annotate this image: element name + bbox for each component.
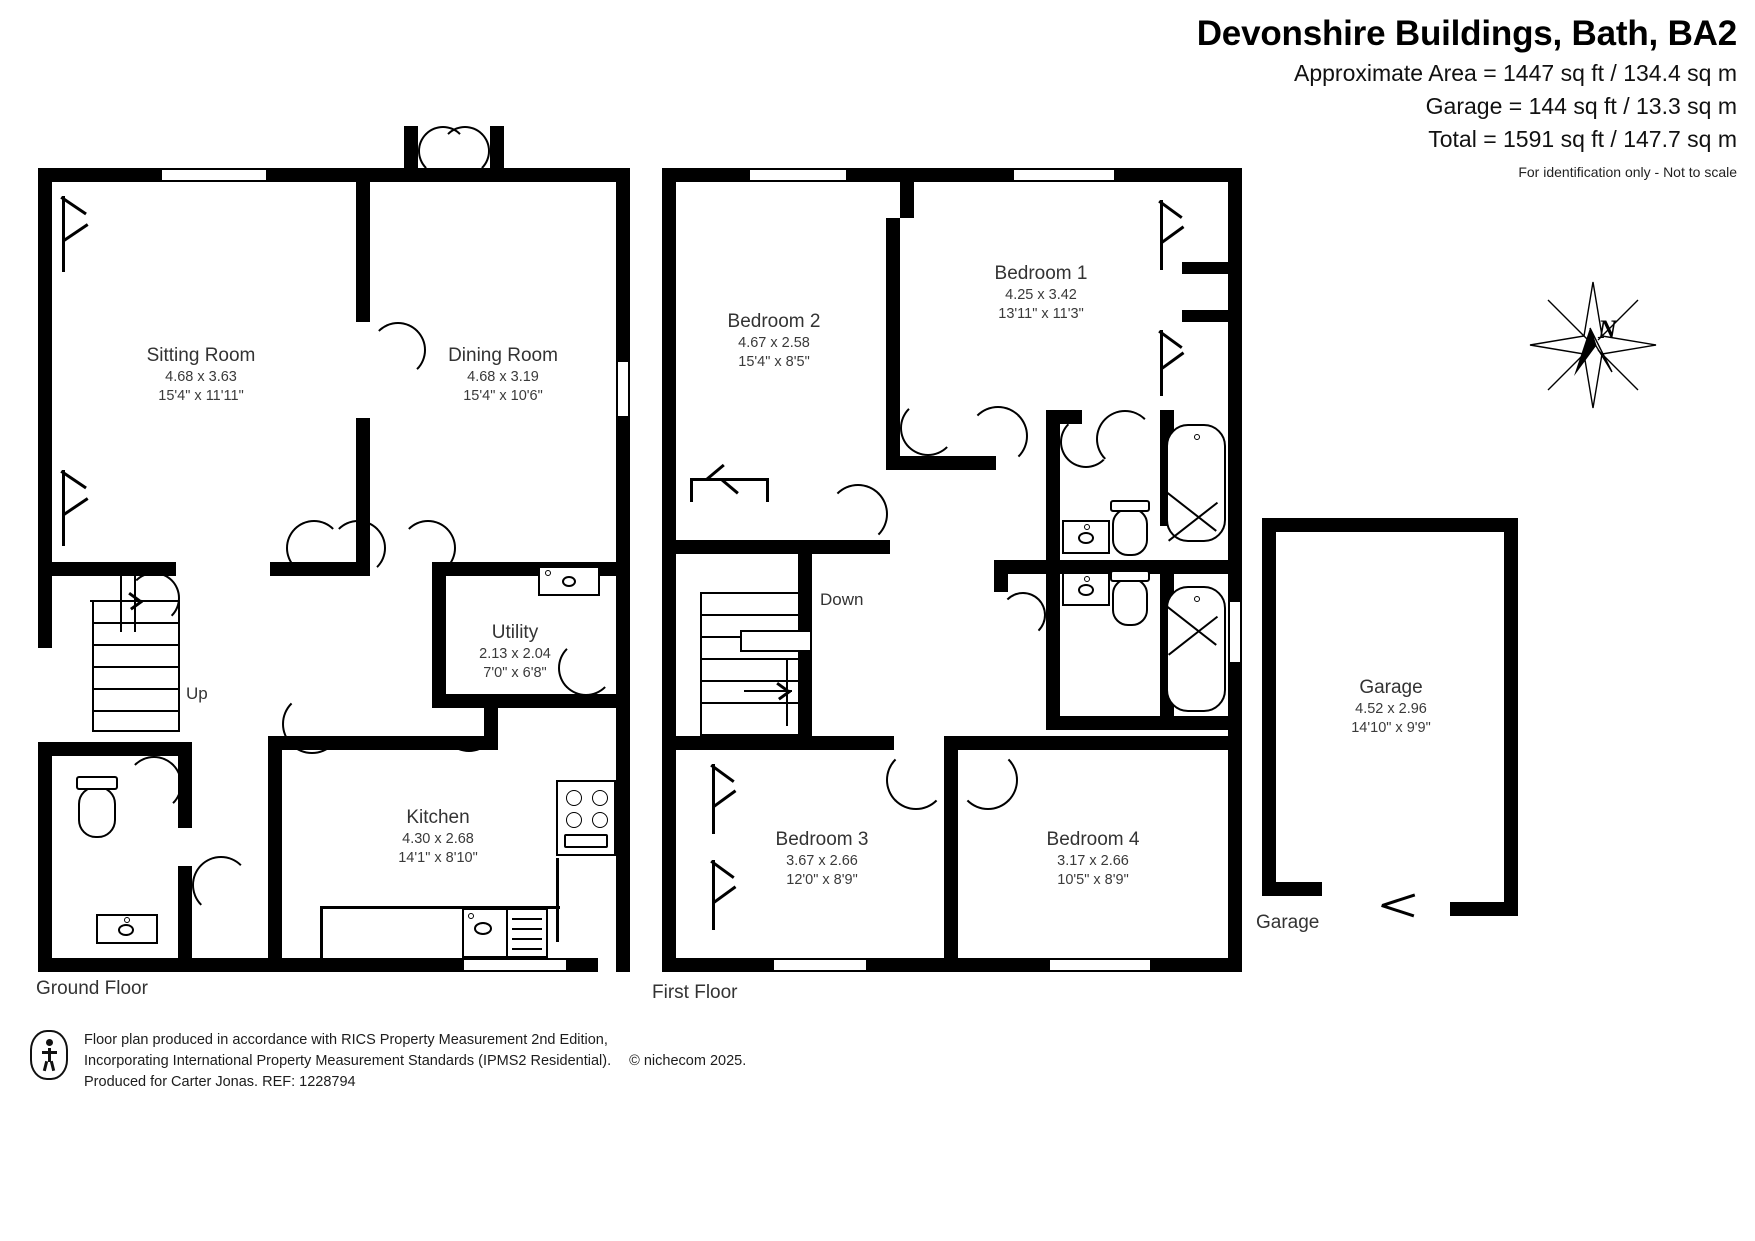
wall-left-mid xyxy=(38,570,52,648)
drainer-line xyxy=(512,918,542,920)
window-sitting-top xyxy=(160,168,268,182)
wall-bath-left-stub xyxy=(994,560,1008,592)
stair-rail-ff-2 xyxy=(800,660,802,726)
toilet-upper-cistern xyxy=(1110,500,1150,512)
footer-copyright: © nichecom 2025. xyxy=(629,1053,747,1070)
wall-bed1-nook-2 xyxy=(1182,310,1228,322)
stair-void xyxy=(740,630,812,652)
bed3-nook-4 xyxy=(712,860,715,930)
wall-wc-right-lower xyxy=(178,866,192,972)
wall-right xyxy=(616,168,630,972)
stair-tread xyxy=(700,658,812,660)
window-ff-right xyxy=(1228,600,1242,664)
room-label-dining: Dining Room 4.68 x 3.19 15'4" x 10'6" xyxy=(448,345,558,404)
footer-line-2-wrap xyxy=(84,1051,746,1072)
basin-upper-tap xyxy=(1084,524,1090,530)
drainer-line xyxy=(512,938,542,940)
footer xyxy=(30,1030,746,1093)
sink-tap xyxy=(468,913,474,919)
stair-tread xyxy=(92,688,180,690)
wall-garage-bottom-right xyxy=(1450,902,1518,916)
door-arc-landing-a xyxy=(968,406,1028,466)
wall-bath-left-upper xyxy=(1046,410,1060,570)
room-label-bed2: Bedroom 2 4.67 x 2.58 15'4" x 8'5" xyxy=(727,311,821,370)
wall-landing-top-left xyxy=(676,540,812,554)
stairs-down-label: Down xyxy=(820,590,864,609)
door-arc-bed2 xyxy=(900,400,956,456)
window-kitchen-bottom xyxy=(462,958,568,972)
bay-left-1 xyxy=(62,196,65,272)
bay-left-6 xyxy=(62,497,89,516)
door-arc-kitchen-right xyxy=(440,694,498,752)
basin-lower-bowl xyxy=(1078,584,1094,596)
door-arc-hall-lower xyxy=(192,856,250,914)
stair-tread xyxy=(700,680,812,682)
page-title: Devonshire Buildings, Bath, BA2 xyxy=(1196,14,1737,53)
door-arc-bathroom xyxy=(1060,416,1112,468)
wall-ff-right-lower xyxy=(1228,660,1242,972)
wall-ff-right-upper xyxy=(1228,168,1242,608)
header xyxy=(1197,14,1737,180)
room-label-garage: Garage 4.52 x 2.96 14'10" x 9'9" xyxy=(1351,677,1431,736)
person-icon xyxy=(30,1030,68,1080)
footer-line-3: Produced for Carter Jonas. REF: 1228794 xyxy=(84,1074,356,1091)
room-label-bed3: Bedroom 3 3.67 x 2.66 12'0" x 8'9" xyxy=(775,829,869,888)
basin-lower-tap xyxy=(1084,576,1090,582)
hob-burner xyxy=(592,812,608,828)
wc-cistern xyxy=(76,776,118,790)
window-bed2-top xyxy=(748,168,848,182)
disclaimer-note: For identification only - Not to scale xyxy=(1518,164,1737,180)
door-arc-hall-c xyxy=(400,520,456,576)
basin-upper-bowl xyxy=(1078,532,1094,544)
wc-basin-tap xyxy=(124,917,130,923)
footer-line-1: Floor plan produced in accordance with RICS Property Measurement 2nd Edition, xyxy=(84,1032,608,1048)
door-arc-entry-right xyxy=(440,126,490,176)
door-arc-landing-b xyxy=(828,484,888,544)
room-label-bed4: Bedroom 4 3.17 x 2.66 10'5" x 8'9" xyxy=(1046,829,1140,888)
door-arc-wc xyxy=(126,756,182,812)
counter-edge-right xyxy=(556,858,559,942)
door-arc-hall-b xyxy=(330,520,386,576)
toilet-upper xyxy=(1112,508,1148,556)
hob-burner xyxy=(592,790,608,806)
door-arc-bed4 xyxy=(958,750,1018,810)
wall-bed1-nook-1 xyxy=(1182,262,1228,274)
bay-ff-6 xyxy=(1160,352,1184,371)
bed3-nook-1 xyxy=(712,764,715,834)
stair-tread xyxy=(92,666,180,668)
sink-divider xyxy=(506,908,508,958)
stair-tread xyxy=(92,622,180,624)
wall-garage-right xyxy=(1504,518,1518,916)
room-label-bed1: Bedroom 1 4.25 x 3.42 13'11" x 11'3" xyxy=(994,263,1088,322)
room-label-kitchen: Kitchen 4.30 x 2.68 14'1" x 8'10" xyxy=(398,807,478,866)
utility-tap xyxy=(545,570,551,576)
bath-upper xyxy=(1166,424,1226,542)
sink-bowl xyxy=(474,922,492,935)
first-floor-label: First Floor xyxy=(652,982,738,1003)
kitchen-sink xyxy=(462,908,548,958)
wall-entry-right xyxy=(490,126,504,182)
wall-bed-divider-top xyxy=(900,182,914,218)
ground-floor-label: Ground Floor xyxy=(36,978,148,999)
wc-basin-bowl xyxy=(118,924,134,936)
airing-2 xyxy=(690,478,693,502)
airing-3 xyxy=(766,478,769,502)
footer-line-2: Incorporating International Property Measurement Standards (IPMS2 Residential). xyxy=(84,1053,612,1070)
stairs-up-label: Up xyxy=(186,684,208,703)
window-dining-right xyxy=(616,360,630,418)
bay-left-4 xyxy=(62,470,65,546)
bath-upper-waste xyxy=(1194,434,1200,440)
wc-toilet xyxy=(78,786,116,838)
garage-door-1 xyxy=(1381,904,1414,917)
window-bed3-bottom xyxy=(772,958,868,972)
window-bed1-top xyxy=(1012,168,1116,182)
airing-1 xyxy=(690,478,766,481)
door-arc-ensuite xyxy=(1000,592,1046,638)
wall-entry-left xyxy=(404,126,418,182)
compass-north-letter: N xyxy=(1598,315,1617,344)
drainer-line xyxy=(512,948,542,950)
approximate-area: Approximate Area = 1447 sq ft / 134.4 sq m xyxy=(1293,60,1737,86)
wall-kitchen-left xyxy=(268,736,282,972)
stair-tread xyxy=(700,614,812,616)
hob-burner xyxy=(566,790,582,806)
garage-label: Garage xyxy=(1256,912,1320,933)
compass-rose xyxy=(1528,280,1658,410)
bay-left-3 xyxy=(62,223,89,242)
bay-ff-3 xyxy=(1160,226,1184,245)
door-arc-bed3 xyxy=(886,750,946,810)
wall-garage-bottom-left xyxy=(1262,882,1322,896)
footer-text xyxy=(84,1030,746,1093)
toilet-lower xyxy=(1112,578,1148,626)
wall-sitting-dining-upper xyxy=(356,182,370,322)
stair-rail xyxy=(120,572,122,632)
toilet-lower-cistern xyxy=(1110,570,1150,582)
wall-bed1-bed2 xyxy=(886,218,900,470)
stair-tread xyxy=(92,710,180,712)
wall-bath-left-lower xyxy=(1046,574,1060,730)
wall-bed3-bed4 xyxy=(944,736,958,972)
wall-garage-left xyxy=(1262,518,1276,896)
wall-top xyxy=(38,168,630,182)
door-arc-understairs xyxy=(128,572,180,624)
bay-ff-1 xyxy=(1160,200,1163,270)
total-area: Total = 1591 sq ft / 147.7 sq m xyxy=(1428,126,1737,152)
door-arc-kitchen-left xyxy=(282,694,342,754)
wall-bed4-top xyxy=(944,736,1232,750)
drainer-line xyxy=(512,928,542,930)
room-label-sitting: Sitting Room 4.68 x 3.63 15'4" x 11'11" xyxy=(146,345,256,404)
wall-ff-left xyxy=(662,168,676,972)
garage-door-2 xyxy=(1382,893,1415,906)
window-bed4-bottom xyxy=(1048,958,1152,972)
room-label-utility: Utility 2.13 x 2.04 7'0" x 6'8" xyxy=(479,622,551,681)
wall-garage-top xyxy=(1262,518,1518,532)
bay-ff-4 xyxy=(1160,330,1163,396)
stair-tread xyxy=(700,702,812,704)
bath-lower-waste xyxy=(1194,596,1200,602)
wall-wc-top xyxy=(52,742,192,756)
wall-left-lower xyxy=(38,742,52,972)
wall-bath-bottom xyxy=(1046,716,1242,730)
hob-burner xyxy=(566,812,582,828)
garage-area: Garage = 144 sq ft / 13.3 sq m xyxy=(1425,93,1737,119)
oven-front xyxy=(564,834,608,848)
counter-edge-left xyxy=(320,906,323,972)
bed3-nook-3 xyxy=(712,790,736,809)
stair-tread xyxy=(92,644,180,646)
utility-sink-bowl xyxy=(562,576,576,587)
wall-bed3-top xyxy=(676,736,894,750)
